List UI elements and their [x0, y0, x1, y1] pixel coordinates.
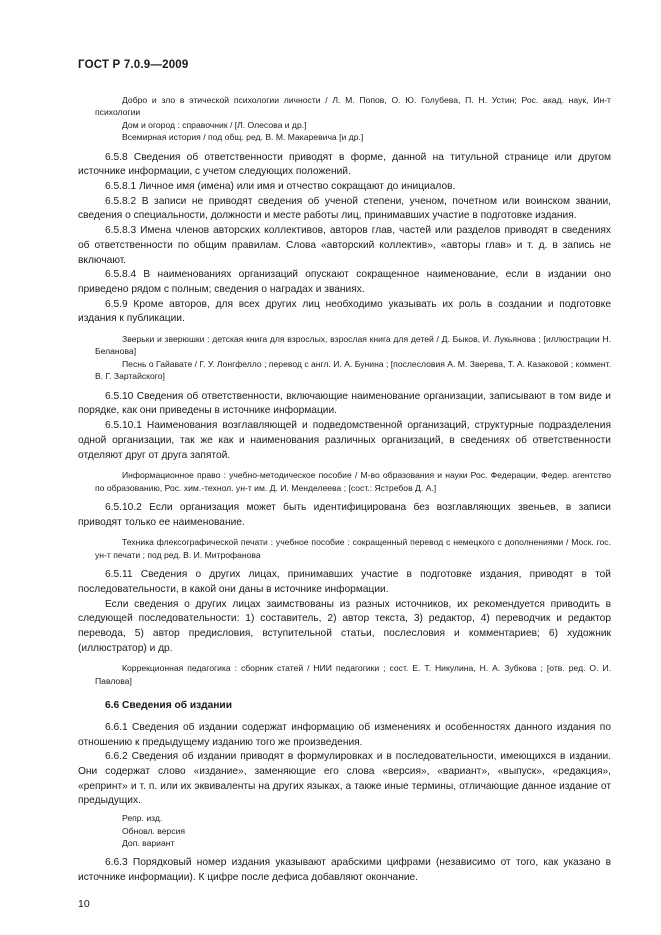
example-line: Всемирная история / под общ. ред. В. М. Макаревича [и др.]: [122, 132, 364, 143]
example-text: Зверьки и зверюшки : детская книга для взрослых, взрослая книга для детей / Д. Быков, И. Лукьянова ; [иллюстрации Н. Беланова]: [95, 334, 611, 357]
paragraph: 6.5.10.1 Наименования возглавляющей и подведомственной организаций, структурные подразделения одной организации, так же как и наименования различных организаций, в сведениях об ответственности отделяют друг от друга запятой.: [78, 420, 611, 461]
paragraph: 6.5.10.2 Если организация может быть идентифицирована без возглавляющих звеньев, в записи приводят только ее наименование.: [78, 502, 611, 528]
document-body: [78, 94, 611, 886]
example-text: Информационное право : учебно-методическое пособие / М-во образования и науки Рос. Федерации, Федер. агентство по образованию, Рос. хим.-технол. ун-т им. Д. И. Менделеева ; [сост.: Ястребов Д. А.]: [95, 470, 611, 493]
paragraph: 6.5.8.4 В наименованиях организаций опускают сокращенное наименование, если в издании оно приведено рядом с полным; сведения о наградах и званиях.: [78, 269, 611, 295]
paragraph: 6.6.2 Сведения об издании приводят в формулировках и в последовательности, имеющихся в издании. Они содержат слово «издание», заменяющие его слова «версия», «вариант», «выпуск», «редакция», «репринт» и т. п. или их эквиваленты на других языках, а также иные термины, отличающие данное издание от предыдущих.: [78, 751, 611, 807]
example-line: Дом и огород : справочник / [Л. Олесова и др.]: [122, 119, 307, 130]
paragraph: 6.6.3 Порядковый номер издания указывают арабскими цифрами (независимо от того, как указано в источнике информации). К цифре после дефиса добавляют окончание.: [78, 857, 611, 884]
section-heading: 6.6 Сведения об издании: [105, 700, 232, 712]
example-text: Песнь о Гайавате / Г. У. Лонгфелло ; перевод с англ. И. А. Бунина ; [послесловия А. М. Зверева, Т. А. Казаковой ; коммент. В. Г. Зартайского]: [95, 358, 611, 382]
page-number: 10: [78, 898, 90, 910]
example-line: Обновл. версия: [122, 825, 186, 836]
example-line: Доп. вариант: [122, 838, 175, 848]
paragraph: 6.5.10 Сведения об ответственности, включающие наименование организации, записывают в том виде и порядке, как они приведены в источнике информации.: [78, 390, 611, 417]
paragraph: 6.5.8 Сведения об ответственности приводят в форме, данной на титульной странице или другом источнике информации, с учетом следующих положений.: [78, 151, 611, 178]
paragraph: Если сведения о других лицах заимствованы из разных источников, их рекомендуется приводить в следующей последовательности: 1) составитель, 2) автор текста, 3) редактор, 4) переводчик и редактор перевода, 5) автор предисловия, вступительной статьи, послесловия и комментариев; 6) художник (иллюстратор) и др.: [78, 598, 611, 654]
example-text: Добро и зло в этической психологии личности / Л. М. Попов, О. Ю. Голубева, П. Н. Устин; Рос. акад. наук, Ин-т психологии: [95, 95, 611, 118]
paragraph: 6.5.8.2 В записи не приводят сведения об ученой степени, ученом, почетном или воинском звании, сведения о специальности, должности и месте работы лиц, принимавших участие в подготовке издания.: [78, 195, 611, 222]
example-text: Техника флексографической печати : учебное пособие : сокращенный перевод с немецкого с дополнениями / Моск. гос. ун-т печати ; под ред. В. И. Митрофанова: [95, 537, 611, 560]
paragraph: 6.5.11 Сведения о других лицах, принимавших участие в подготовке издания, приводят в той последовательности, в какой они даны в источнике информации.: [78, 569, 611, 595]
page-header: ГОСТ Р 7.0.9—2009: [78, 59, 189, 71]
example-line: Репр. изд.: [122, 813, 163, 824]
example-text: Коррекционная педагогика : сборник статей / НИИ педагогики ; сост. Е. Т. Никулина, Н. А. Зубкова ; [отв. ред. О. И. Павлова]: [95, 663, 611, 686]
paragraph: 6.5.8.1 Личное имя (имена) или имя и отчество сокращают до инициалов.: [105, 181, 456, 193]
paragraph: 6.6.1 Сведения об издании содержат информацию об изменениях и особенностях данного издания по отношению к предыдущему изданию того же произведения.: [78, 721, 611, 748]
paragraph: 6.5.8.3 Имена членов авторских коллективов, авторов глав, частей или разделов приводят в сведениях об ответственности по общим правилам. Слова «авторский коллектив», «авторы глав» и т. д. в запись не включают.: [78, 225, 611, 266]
paragraph: 6.5.9 Кроме авторов, для всех других лиц необходимо указывать их роль в создании и подготовке издания к публикации.: [78, 298, 611, 325]
